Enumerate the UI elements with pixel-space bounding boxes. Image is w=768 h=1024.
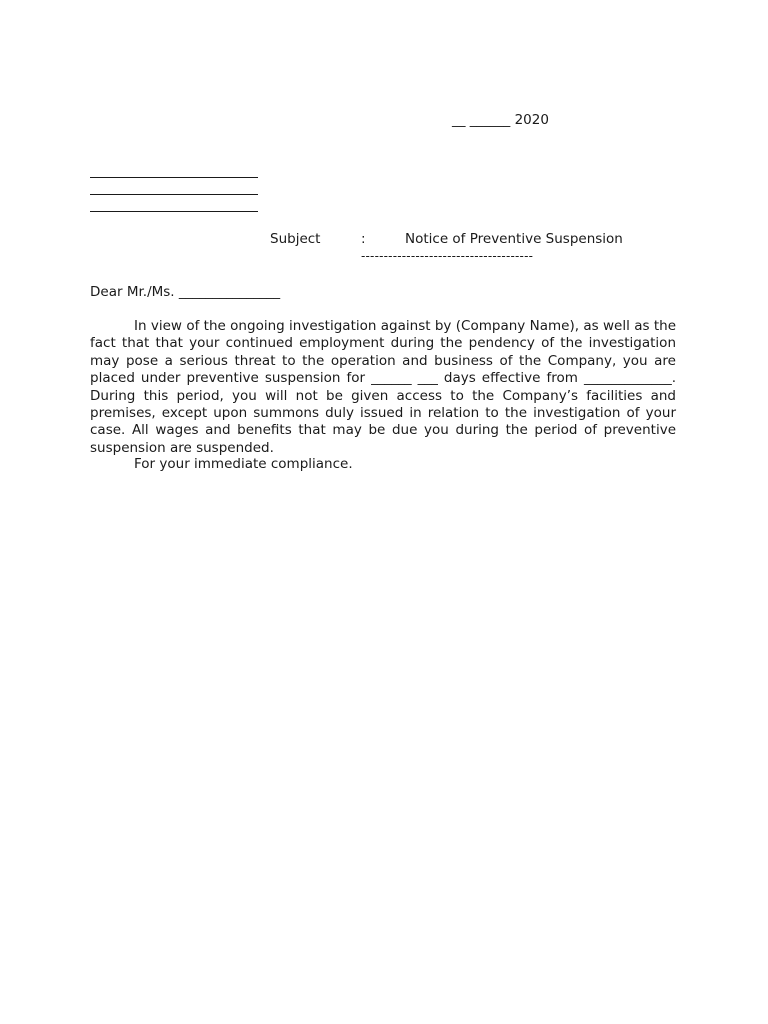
body-paragraph: In view of the ongoing investigation against by (Company Name), as well as the fact that that your continued employment during the pendency of the investigation may pose a serious threat to the operation and business of the Company, you are placed under preventive suspension for ______ ___ days effective from _____________. During this period, you will not be given access to the Company’s facilities and premises, except upon summons duly issued in relation to the investigation of your case. All wages and benefits that may be due you during the period of preventive suspension are suspended. — [90, 318, 676, 456]
subject-colon: : — [361, 231, 366, 247]
subject-text: Notice of Preventive Suspension — [405, 231, 623, 247]
closing-line: For your immediate compliance. — [134, 456, 353, 472]
recipient-address-line-2 — [90, 194, 258, 195]
letter-date: __ ______ 2020 — [452, 112, 549, 128]
subject-label: Subject — [270, 231, 321, 247]
salutation: Dear Mr./Ms. _______________ — [90, 284, 281, 300]
recipient-address-line-1 — [90, 177, 258, 178]
subject-underline: -------------------------------------- — [361, 249, 534, 263]
recipient-address-line-3 — [90, 211, 258, 212]
